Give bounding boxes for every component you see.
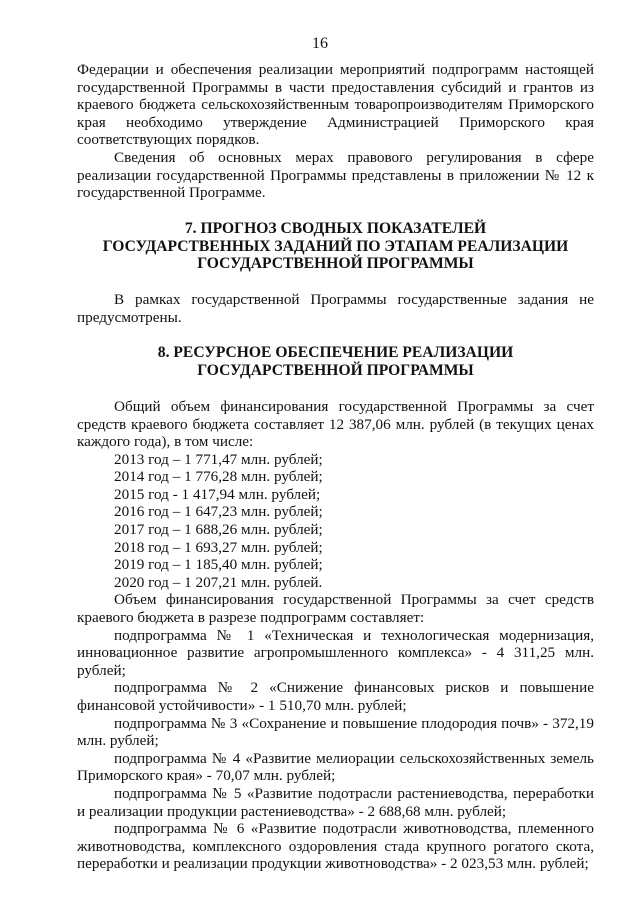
subprogram-list [77, 627, 594, 873]
subprogram-item: подпрограмма № 1 «Техническая и технологическая модернизация, инновационное развитие агропромышленного комплекса» - 4 311,25 млн. рублей; [77, 626, 594, 679]
year-item: 2013 год – 1 771,47 млн. рублей; [114, 450, 323, 468]
section-8-heading-line-2: ГОСУДАРСТВЕННОЙ ПРОГРАММЫ [197, 362, 474, 380]
subprogram-item: подпрограмма № 4 «Развитие мелиорации сельскохозяйственных земель Приморского края» - 70,07 млн. рублей; [77, 749, 594, 785]
paragraph-4: Общий объем финансирования государственной Программы за счет средств краевого бюджета составляет 12 387,06 млн. рублей (в текущих ценах каждого года), в том числе: [77, 397, 594, 451]
year-item: 2016 год – 1 647,23 млн. рублей; [114, 503, 323, 521]
year-item: 2019 год – 1 185,40 млн. рублей; [114, 556, 323, 574]
year-item: 2020 год – 1 207,21 млн. рублей. [114, 573, 323, 591]
subprogram-item: подпрограмма № 6 «Развитие подотрасли животноводства, племенного животноводства, комплексного оздоровления стада крупного рогатого скота, переработки и реализации продукции животноводства» - 2 023,53 млн. рублей; [77, 820, 594, 873]
section-7-heading-line-1: 7. ПРОГНОЗ СВОДНЫХ ПОКАЗАТЕЛЕЙ [184, 219, 487, 237]
page-number: 16 [312, 35, 328, 52]
section-8-heading-line-1: 8. РЕСУРСНОЕ ОБЕСПЕЧЕНИЕ РЕАЛИЗАЦИИ [157, 344, 514, 362]
section-7-heading [77, 220, 594, 273]
section-7-heading-line-2: ГОСУДАРСТВЕННЫХ ЗАДАНИЙ ПО ЭТАПАМ РЕАЛИЗАЦИИ [102, 237, 569, 255]
year-item: 2018 год – 1 693,27 млн. рублей; [114, 538, 323, 556]
year-item: 2017 год – 1 688,26 млн. рублей; [114, 521, 323, 539]
subprogram-item: подпрограмма № 3 «Сохранение и повышение плодородия почв» - 372,19 млн. рублей; [77, 714, 594, 750]
paragraph-3: В рамках государственной Программы государственные задания не предусмотрены. [77, 291, 594, 326]
section-8-heading [77, 344, 594, 380]
subprogram-item: подпрограмма № 5 «Развитие подотрасли растениеводства, переработки и реализации продукции растениеводства» - 2 688,68 млн. рублей; [77, 784, 594, 820]
year-item: 2014 год – 1 776,28 млн. рублей; [114, 468, 323, 486]
paragraph-2: Сведения об основных мерах правового регулирования в сфере реализации государственной Программы представлены в приложении № 12 к государственной Программе. [77, 148, 594, 202]
paragraph-1: Федерации и обеспечения реализации мероприятий подпрограмм настоящей государственной Программы в части предоставления субсидий и грантов из краевого бюджета сельскохозяйственным товаропроизводителям Приморского края необходимо утверждение Администрацией Приморского края соответствующих порядков. [77, 61, 594, 149]
document-body [77, 61, 594, 873]
section-7-heading-line-3: ГОСУДАРСТВЕННОЙ ПРОГРАММЫ [197, 255, 474, 273]
year-item: 2015 год - 1 417,94 млн. рублей; [114, 485, 321, 503]
subprogram-item: подпрограмма № 2 «Снижение финансовых рисков и повышение финансовой устойчивости» - 1 510,70 млн. рублей; [77, 679, 594, 715]
paragraph-5: Объем финансирования государственной Программы за счет средств краевого бюджета в разрезе подпрограмм составляет: [77, 591, 594, 627]
yearly-funding-list [77, 451, 594, 592]
